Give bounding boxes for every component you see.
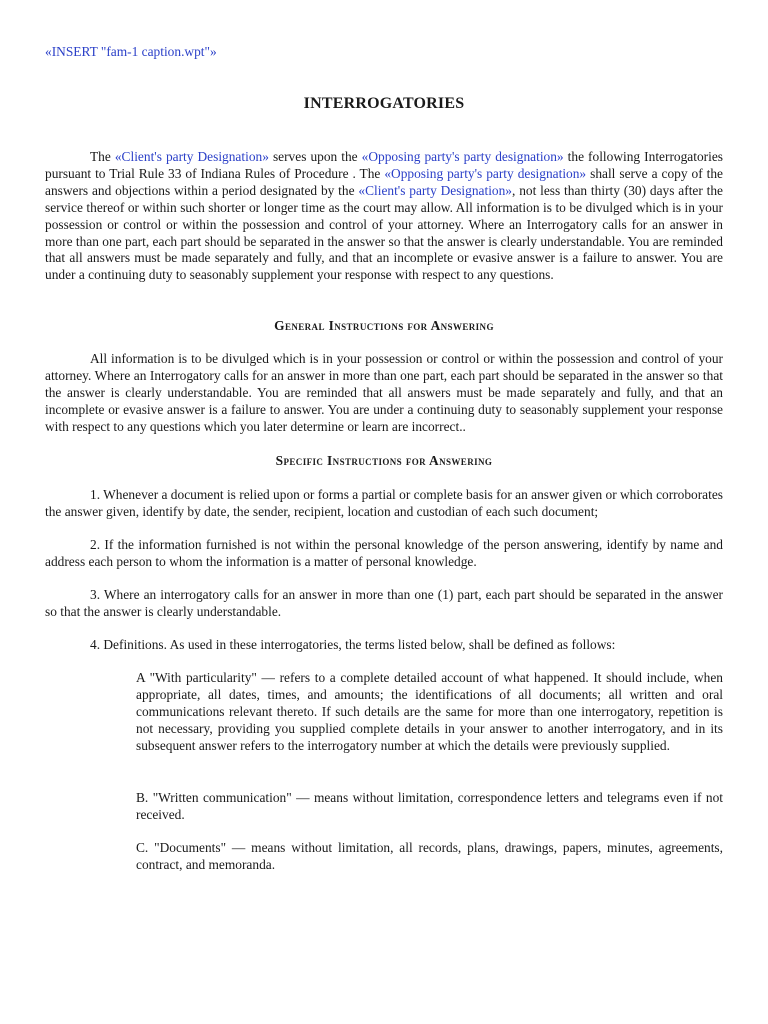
page-title: INTERROGATORIES [303,95,465,112]
intro-text-3: the following Interrogatories pursuant to Trial Rule 33 of Indiana Rules of Procedure . The [45,149,723,181]
definition-documents: C. "Documents" — means without limitation, all records, plans, drawings, papers, minutes, agreements, contract, and memoranda. [136,840,723,872]
instruction-item-1: 1. Whenever a document is relied upon or forms a partial or complete basis for an answer given or which corroborates the answer given, identify by date, the sender, recipient, location and custodian of each such document; [45,487,723,519]
client-designation-code-1: «Client's party Designation» [114,149,269,164]
opposing-designation-code-1: «Opposing party's party designation» [361,149,564,164]
definition-written-communication: B. "Written communication" — means without limitation, correspondence letters and telegrams even if not received. [136,790,723,822]
client-designation-code-2: «Client's party Designation» [358,182,513,198]
general-instructions-text: All information is to be divulged which is in your possession or control or within the possession and control of your attorney. Where an Interrogatory calls for an answer in more than one part, each part should be separated in the answer so that the answer is clearly understandable. You are reminded that all answers must be made separately and fully, and that an incomplete or evasive answer is a failure to answer. You are under a continuing duty to seasonably supplement your response with respect to any questions which you later determine or learn are incorrect.. [45,351,723,434]
instruction-item-2: 2. If the information furnished is not within the personal knowledge of the person answering, identify by name and address each person to whom the information is a matter of personal knowledge. [45,537,723,569]
intro-text-1: The [90,149,115,164]
caption-merge-code: «INSERT "fam-1 caption.wpt"» [45,44,217,59]
definition-with-particularity: A "With particularity" — refers to a complete detailed account of what happened. It should include, when appropriate, all dates, times, and amounts; the identifications of all documents; all written and oral communications relevant thereto. If such details are the same for more than one interrogatory, repetition is not necessary, providing you supplied complete details in your answer to another interrogatory, and in its subsequent answer refers to the interrogatory number at which the details were previously supplied. [136,670,723,753]
intro-text-5: , not less than thirty (30) days after the service thereof or within such shorter or longer time as the court may allow. All information is to be divulged which is in your possession or control or within the possession and control of your attorney. Where an Interrogatory calls for an answer in more than one part, each part should be separated in the answer so that the answer is clearly understandable. You are reminded that all answers must be made separately and fully, and that an incomplete or evasive answer is a failure to answer. You are under a continuing duty to seasonably supplement your response with respect to any questions. [45,182,724,283]
specific-instructions-heading: Specific Instructions for Answering [275,453,493,468]
opposing-designation-code-2: «Opposing party's party designation» [384,165,587,181]
intro-text-4: shall serve a copy of the answers and objections within a period designated by the [45,165,723,198]
general-instructions-heading: General Instructions for Answering [274,318,494,333]
intro-paragraph [45,149,723,284]
instruction-item-4: 4. Definitions. As used in these interrogatories, the terms listed below, shall be defined as follows: [90,637,616,652]
instruction-item-3: 3. Where an interrogatory calls for an answer in more than one (1) part, each part should be separated in the answer so that the answer is clearly understandable. [45,587,723,619]
intro-text-2: serves upon the [268,149,362,164]
